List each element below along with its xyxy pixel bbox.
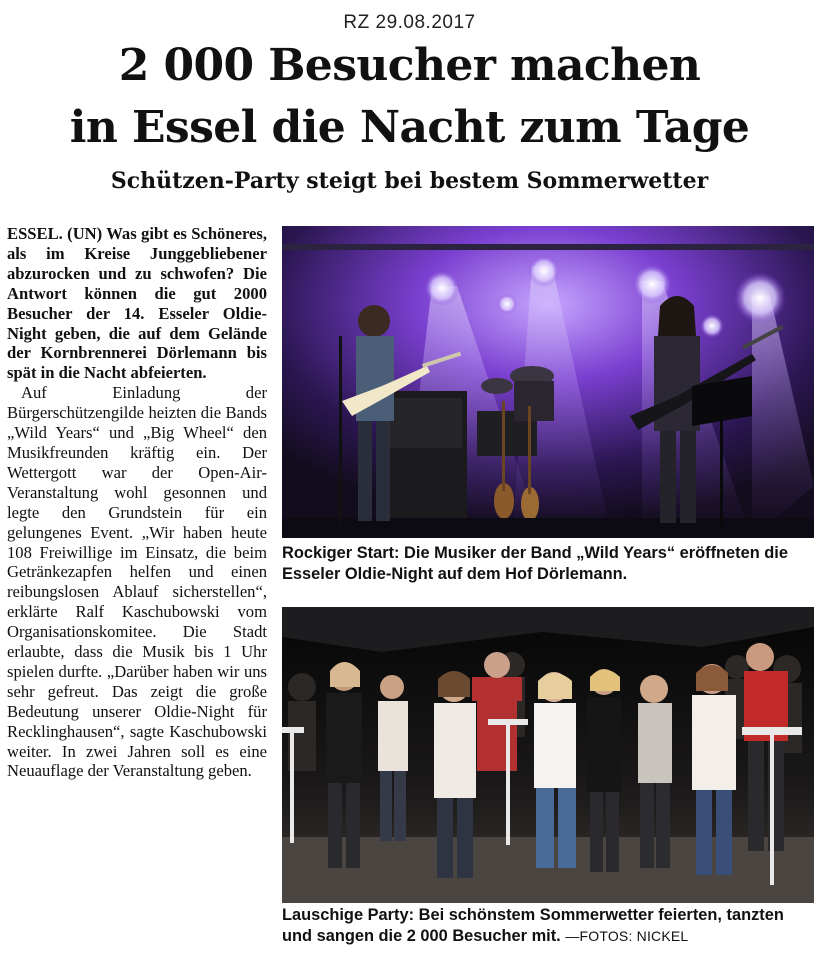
stage-photo [282, 226, 814, 538]
crowd-photo-caption-text: Lauschige Party: Bei schönstem Sommerwetter feierten, tanzten und sangen die 2 000 Besucher mit. [282, 906, 784, 945]
article-column [7, 224, 267, 781]
subheadline: Schützen-Party steigt bei bestem Sommerwetter [110, 168, 709, 194]
article-lead-paragraph [7, 224, 267, 383]
headline-line-1: 2 000 Besucher machen [118, 40, 701, 91]
article-body: Auf Einladung der Bürgerschützengilde heizten die Bands „Wild Years“ und „Big Wheel“ den Musikfreunden kräftig ein. Der Wettergott war der Open-Air-Veranstaltung wohl gesonnen und legte den Grundstein für ein gelungenes Event. „Wir haben heute 108 Freiwillige im Einsatz, die beim Getränkezapfen helfen und einen reibungslosen Ablauf sicherstellen“, erklärte Ralf Kaschubowski vom Organisationskomitee. Die Stadt erlaubte, dass die Musik bis 1 Uhr spielen durfte. „Darüber haben wir uns sehr gefreut. Das zeigt die große Bedeutung unserer Oldie-Night für Recklinghausen“, sagte Kaschubowski weiter. In zwei Jahren soll es eine Neuauflage der Veranstaltung geben. [7, 383, 267, 781]
photo-credit: —FOTOS: NICKEL [565, 928, 689, 944]
article-lead: (UN) Was gibt es Schöneres, als im Kreise Junggebliebener abzurocken und zu schwofen? Die Antwort können die gut 2000 Besucher der 14. Esseler Oldie-Night geben, die auf dem Gelände der Kornbrennerei Dörlemann bis spät in die Nacht abfeierten. [7, 224, 267, 383]
source-line: RZ 29.08.2017 [343, 12, 476, 33]
article-dateline: ESSEL. [7, 224, 63, 243]
crowd-photo-caption [282, 905, 816, 947]
stage-photo-caption: Rockiger Start: Die Musiker der Band „Wild Years“ eröffneten die Esseler Oldie-Night auf dem Hof Dörlemann. [282, 544, 788, 583]
headline-line-2: in Essel die Nacht zum Tage [69, 102, 750, 153]
crowd-photo [282, 607, 814, 903]
